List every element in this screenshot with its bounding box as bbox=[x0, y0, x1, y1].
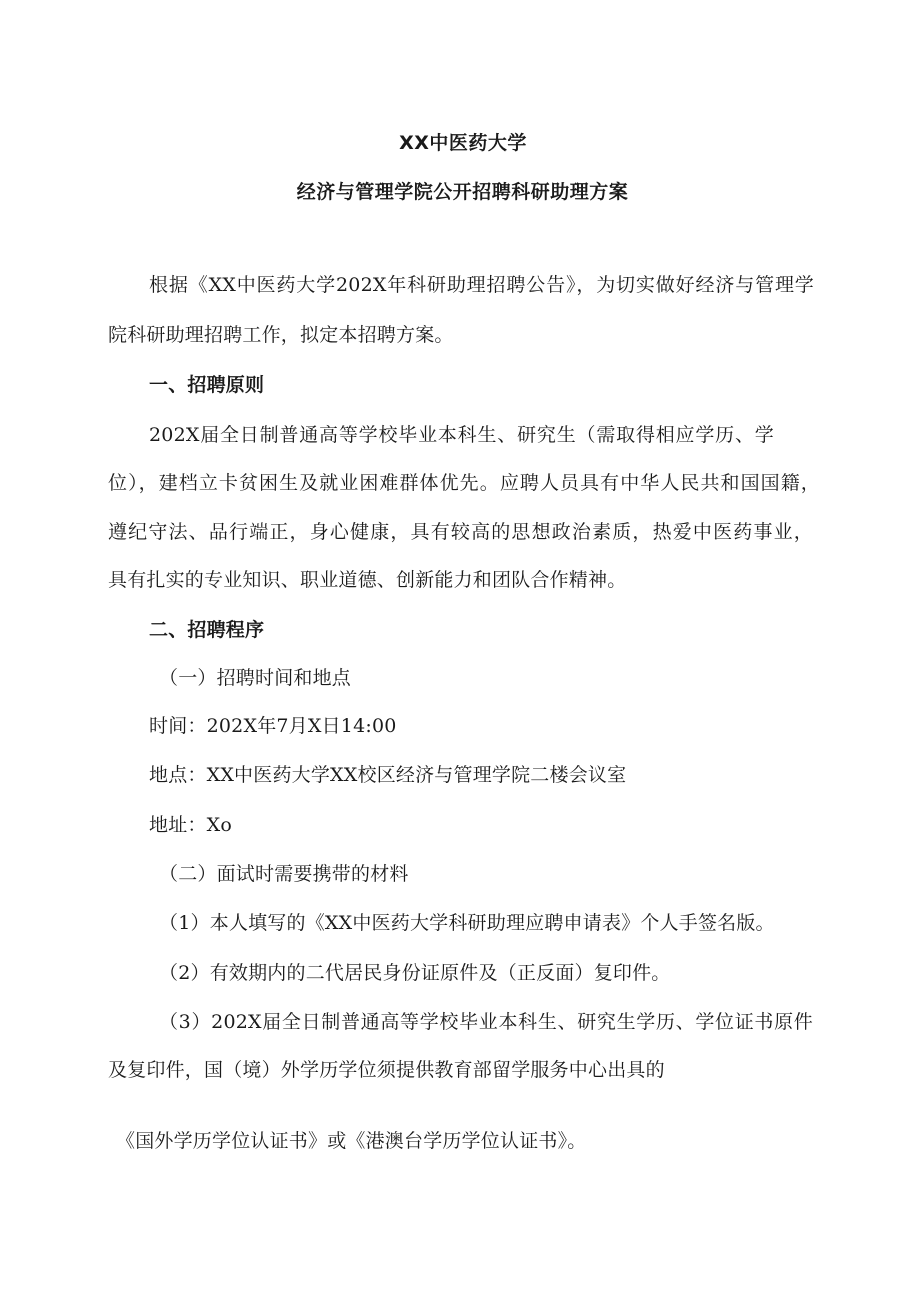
interview-place: 地点：XX中医药大学XX校区经济与管理学院二楼会议室 bbox=[149, 764, 627, 786]
document-subtitle: 经济与管理学院公开招聘科研助理方案 bbox=[296, 181, 629, 203]
subsection-title-materials: （二）面试时需要携带的材料 bbox=[159, 863, 409, 885]
principles-paragraph-line: 202X届全日制普通高等学校毕业本科生、研究生（需取得相应学历、学 bbox=[149, 424, 774, 446]
principles-paragraph-line: 遵纪守法、品行端正，身心健康，具有较高的思想政治素质，热爱中医药事业， bbox=[108, 521, 813, 543]
principles-paragraph-line: 位），建档立卡贫困生及就业困难群体优先。应聘人员具有中华人民共和国国籍， bbox=[108, 472, 820, 494]
intro-paragraph-line: 院科研助理招聘工作，拟定本招聘方案。 bbox=[108, 324, 454, 346]
materials-item-continued: 及复印件，国（境）外学历学位须提供教育部留学服务中心出具的 bbox=[108, 1059, 665, 1081]
section-heading-principles: 一、招聘原则 bbox=[149, 374, 265, 396]
materials-item: （2）有效期内的二代居民身份证原件及（正反面）复印件。 bbox=[159, 962, 671, 984]
subsection-title-time-place: （一）招聘时间和地点 bbox=[159, 667, 352, 689]
interview-time: 时间：202X年7月X日14:00 bbox=[149, 715, 397, 737]
principles-paragraph-line: 具有扎实的专业知识、职业道德、创新能力和团队合作精神。 bbox=[108, 569, 627, 591]
section-heading-procedure: 二、招聘程序 bbox=[149, 619, 265, 641]
materials-item: （3）202X届全日制普通高等学校毕业本科生、研究生学历、学位证书原件 bbox=[159, 1011, 813, 1033]
document-title: XX中医药大学 bbox=[399, 132, 527, 154]
materials-item: （1）本人填写的《XX中医药大学科研助理应聘申请表》个人手签名版。 bbox=[159, 912, 775, 934]
intro-paragraph-line: 根据《XX中医药大学202X年科研助理招聘公告》，为切实做好经济与管理学 bbox=[149, 274, 814, 296]
materials-item-continued: 《国外学历学位认证书》或《港澳台学历学位认证书》。 bbox=[116, 1130, 587, 1152]
interview-address: 地址：Xo bbox=[149, 814, 232, 836]
